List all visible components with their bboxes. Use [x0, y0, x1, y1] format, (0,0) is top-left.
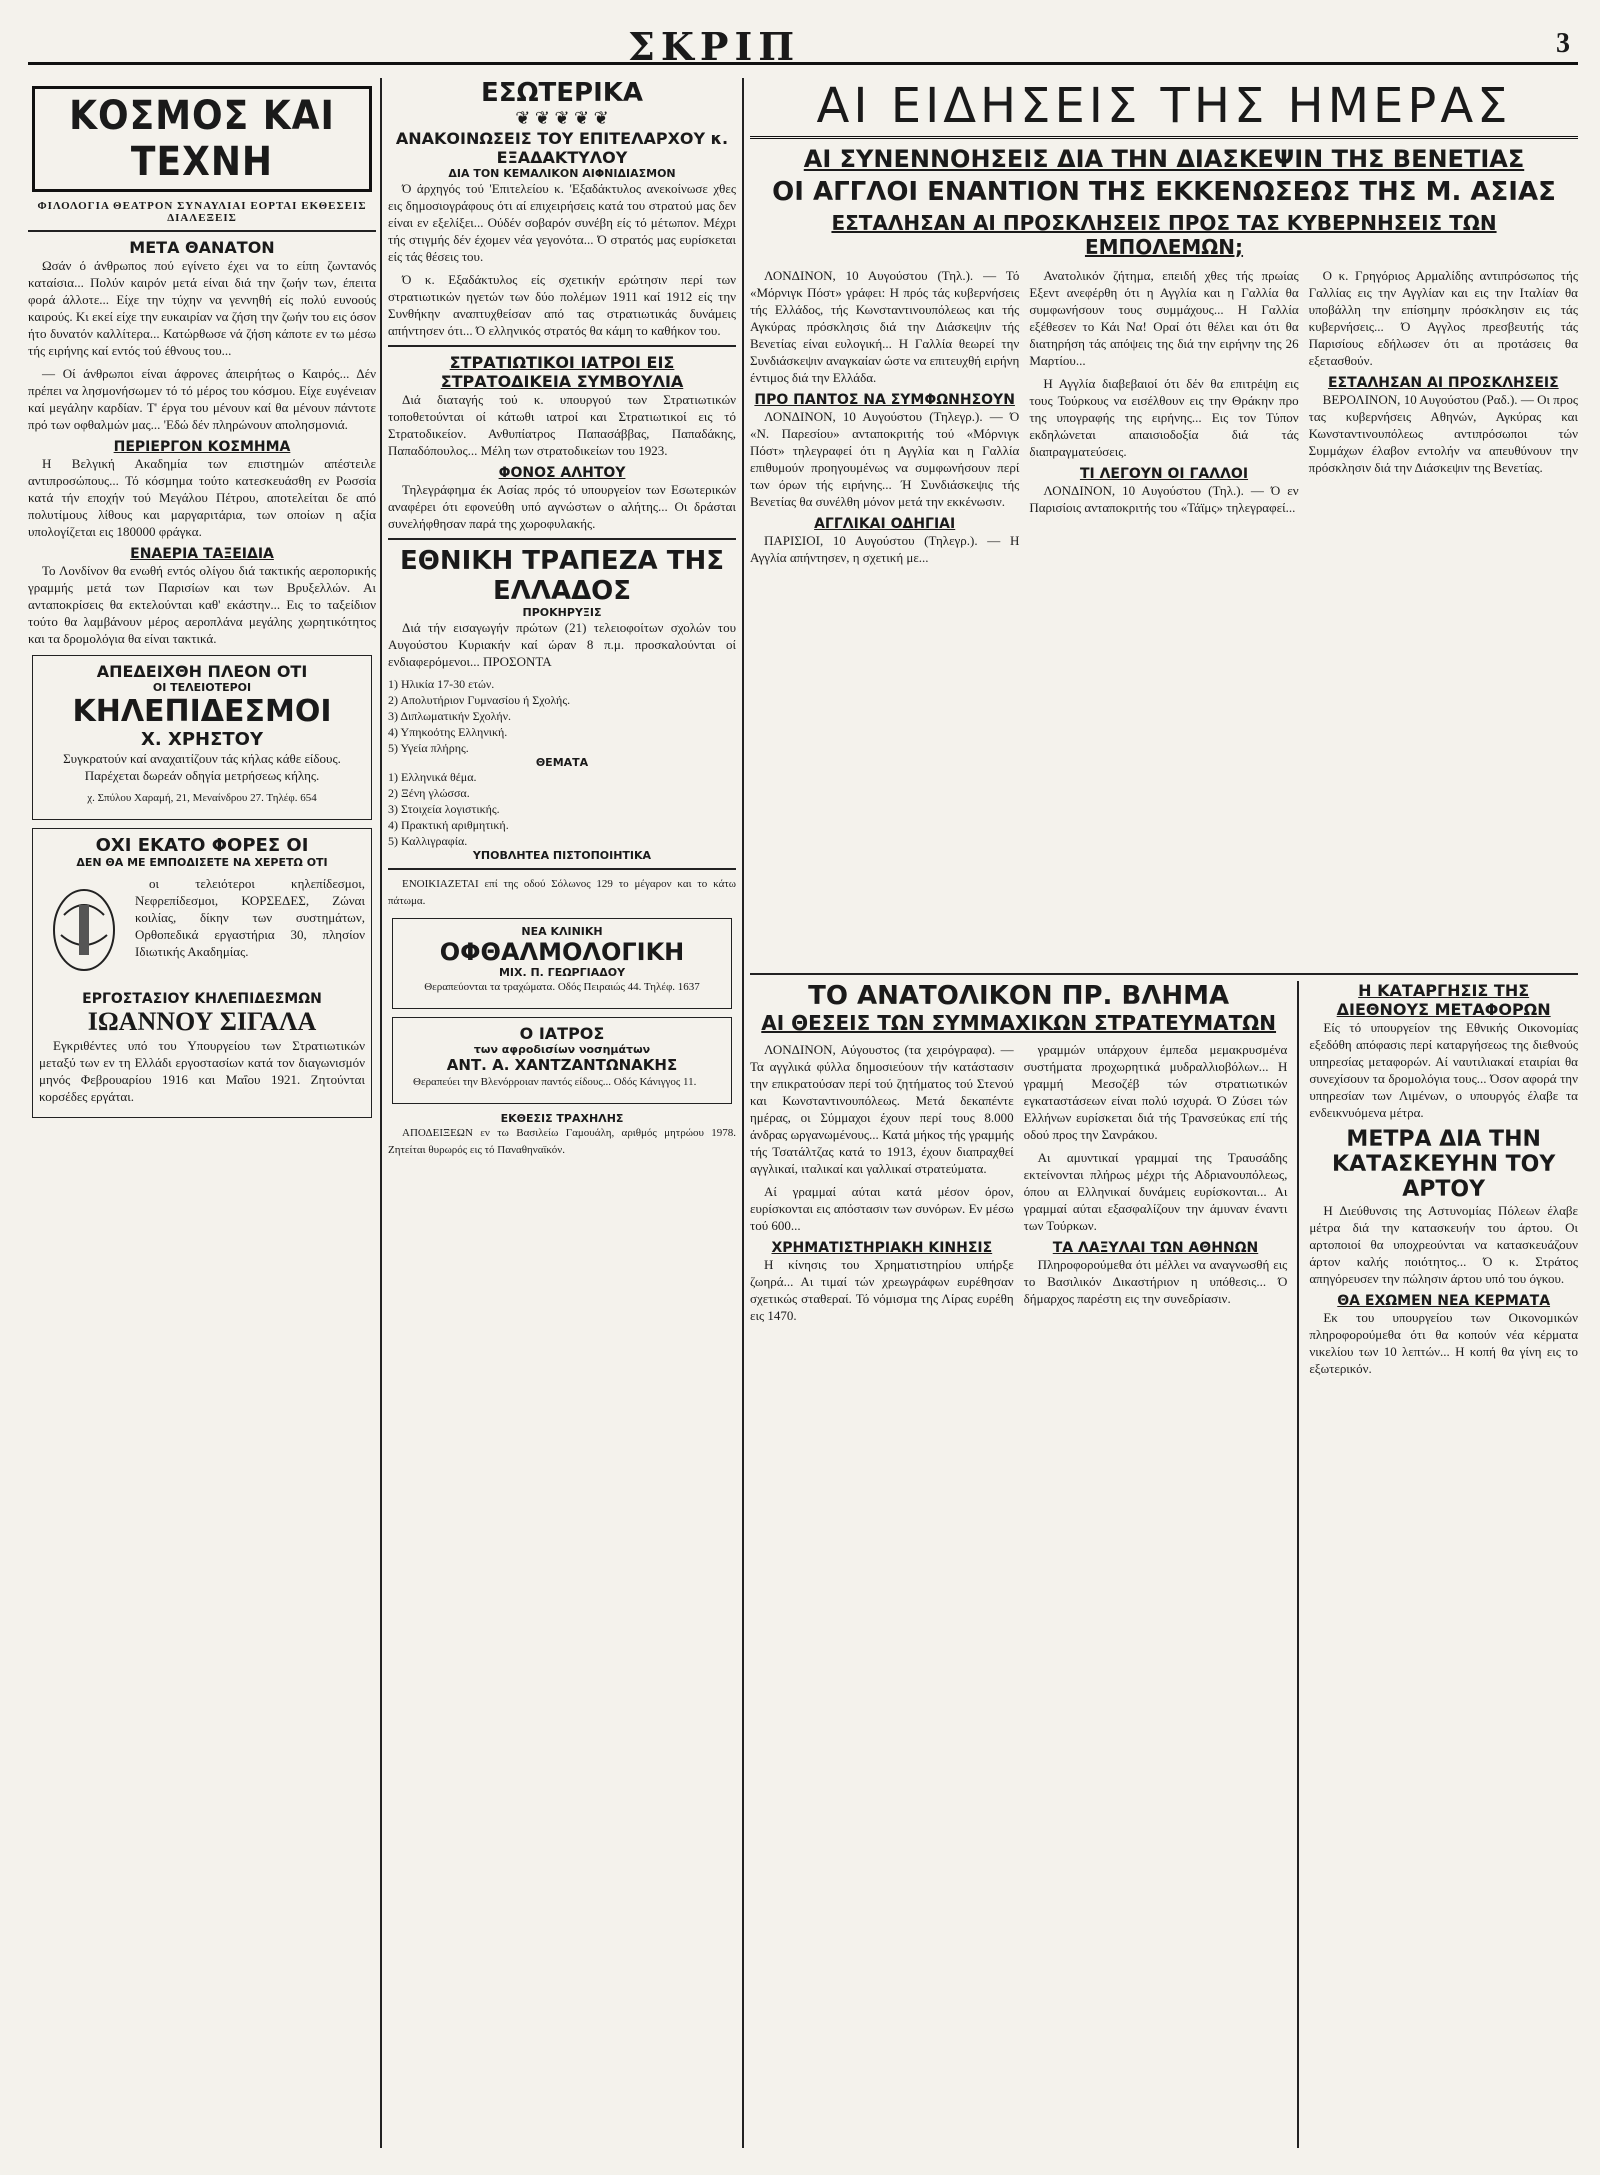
- article-body: ΒΕΡΟΛΙΝΟΝ, 10 Αυγούστου (Ραδ.). — Οι προς τας κυβερνήσεις Αθηνών, Αγκύρας και Κωνσταντινουπόλεως αντιπρόσωποι τών Συμμάχων έλαβον εντολήν να απευθύνουν την πρόσκλησιν διά την Διάσκεψιν της Βενετίας.: [1308, 392, 1578, 475]
- news-banner: ΑΙ ΕΙΔΗΣΕΙΣ ΤΗΣ ΗΜΕΡΑΣ: [750, 78, 1578, 139]
- article-body: Ωσάν ό άνθρωπος πού εγίνετο έχει να το είπη ζωντανός καταίσια... Πολύν καιρόν μετά είναι διά την ζωήν των, έπειτα φορά άλλοτε... Είχε την τύχην να γεννηθή είς πολύ ευνοούς καιρούς. Κι εκεί είχε την ευκαιρίαν να ζήση την ζωήν του εις όσον ήτο δυνατόν καλλίτερα... Κατώρθωσε νά ζήση κάποτε εν τω μέσω τής ειρήνης καί εντός τού έθνους του...: [28, 258, 376, 358]
- article-subtitle: ΔΙΑ ΤΟΝ ΚΕΜΑΛΙΚΟΝ ΑΙΦΝΙΔΙΑΣΜΟΝ: [448, 167, 676, 180]
- bank-certificates-title: ΥΠΟΒΛΗΤΕΑ ΠΙΣΤΟΠΟΙΗΤΙΚΑ: [472, 849, 652, 862]
- article-title: ΕΣΤΑΛΗΣΑΝ ΑΙ ΠΡΟΣΚΛΗΣΕΙΣ: [1327, 375, 1559, 391]
- article-body: Το Λονδίνον θα ενωθή εντός ολίγου διά τακτικής αεροπορικής γραμμής μετά των Παρισίων και των Βρυξελλών. Αι ανταποκρίσεις θα εκτελούνται καθ' εκάστην... Εις το ταξείδιον τούτο θα λαμβάνουν μέρος αεροπλάνα μεγάλης χωρητικότητος και τα δρομολόγια θα είναι τακτικά.: [28, 563, 376, 646]
- masthead-title: ΣΚΡΙΠ: [628, 28, 801, 69]
- list-item: 4) Πρακτική αριθμητική.: [388, 818, 509, 832]
- eye-clinic-advert: [392, 918, 732, 1009]
- article-body: Η Βελγική Ακαδημία των επιστημών απέστειλε αντιπροσώπους... Τό κόσμημα τούτο κατεσκευάσθη εν Ρωσσία κατά τήν εποχήν τού Μεγάλου Πέτρου, αποτελείται δε από πολυτίμους λίθους και μαργαριτάρια, των οποίων η αξία υπολογίζεται εις 180000 φράγκα.: [28, 456, 376, 539]
- corset-advert: [32, 828, 372, 1118]
- list-item: 1) Ελληνικά θέμα.: [388, 770, 477, 784]
- rent-notice: ΕΝΟΙΚΙΑΖΕΤΑΙ επί της οδού Σόλωνος 129 το μέγαρον και το κάτω πάτωμα.: [388, 878, 736, 907]
- article-body: Η κίνησις του Χρηματιστηρίου υπήρξε ζωηρά... Αι τιμαί τών χρεωγράφων ευρέθησαν σχετικώς σταθεραί. Τό νόμισμα της Λίρας ευρέθη εις 1470.: [750, 1257, 1014, 1323]
- masthead: [28, 28, 1578, 69]
- ornament-divider: ❦ ❦ ❦ ❦ ❦: [515, 108, 609, 128]
- article-body: Ανατολικόν ζήτημα, επειδή χθες τής πρωίας Εξεντ ανεφέρθη ότι η Αγγλία και η Γαλλία θα συμφωνήσουν τους συμμάχους... Η Γαλλία εξέθεσεν το Κάι Να! Οραί ότι θέλει και ότι θα διατηρήση τάς απόψεις της διά την ειρήνην της 26 Μαρτίου...: [1029, 268, 1299, 368]
- article-title: ΘΑ ΕΧΩΜΕΝ ΝΕΑ ΚΕΡΜΑΤΑ: [1337, 1293, 1551, 1309]
- article-body: Διά διαταγής τού κ. υπουργού των Στρατιωτικών τοποθετούνται οί κάτωθι ιατροί και Στρατιωτικοί εις τό Στρατοδικείον. Ανθυπίατρος Παπασάββας, Παπαδάκης, Παπαδόπουλος... Μέλη των στρατοδικείων του 1923.: [388, 392, 736, 458]
- advert-maker: Χ. ΧΡΗΣΤΟΥ: [140, 729, 264, 750]
- advert-title: ΚΗΛΕΠΙΔΕΣΜΟΙ: [72, 694, 332, 729]
- headline-invitations: ΕΣΤΑΛΗΣΑΝ ΑΙ ΠΡΟΣΚΛΗΣΕΙΣ ΠΡΟΣ ΤΑΣ ΚΥΒΕΡΝΗΣΕΙΣ ΤΩΝ ΕΜΠΟΛΕΜΩΝ;: [831, 211, 1497, 259]
- page-number: 3: [1556, 28, 1570, 59]
- article-title: ΣΤΡΑΤΙΩΤΙΚΟΙ ΙΑΤΡΟΙ ΕΙΣ ΣΤΡΑΤΟΔΙΚΕΙΑ ΣΥΜΒΟΥΛΙΑ: [440, 353, 684, 391]
- news-column-a: [750, 267, 1019, 967]
- bank-subtitle: ΠΡΟΚΗΡΥΞΙΣ: [522, 606, 602, 619]
- list-item: 5) Υγεία πλήρης.: [388, 741, 469, 755]
- notice-text: ΑΠΟΔΕΙΞΕΩΝ εν τω Βασιλείω Γαμουάλη, αριθμός μητρώου 1978. Ζητείται θυρωρός εις τό Παναθηναϊκόν.: [388, 1127, 736, 1156]
- list-item: 1) Ηλικία 17-30 ετών.: [388, 677, 495, 691]
- advert-heading: ΑΠΕΔΕΙΧΘΗ ΠΛΕΟΝ ΟΤΙ: [96, 662, 308, 681]
- advert-text: Θεραπεύονται τα τραχώματα. Οδός Πειραιώς 44. Τηλέφ. 1637: [424, 981, 700, 993]
- advert-heading: ΝΕΑ ΚΛΙΝΙΚΗ: [521, 925, 603, 938]
- bank-qualification-list: [388, 676, 736, 756]
- advert-text: Θεραπεύει την Βλενόρροιαν παντός είδους... Οδός Κάνιγγος 11.: [413, 1076, 697, 1088]
- advert-address: χ. Σπύλου Χαραμή, 21, Μεναίνδρου 27. Τηλέφ. 654: [87, 792, 317, 804]
- column-domestic: [388, 78, 736, 2148]
- article-title: ΜΕΤΑ ΘΑΝΑΤΟΝ: [129, 238, 275, 257]
- news-column-c: [1309, 267, 1578, 967]
- headline-venice: ΑΙ ΣΥΝΕΝΝΟΗΣΕΙΣ ΔΙΑ ΤΗΝ ΔΙΑΣΚΕΨΙΝ ΤΗΣ ΒΕΝΕΤΙΑΣ: [803, 145, 1525, 173]
- bank-title: ΕΘΝΙΚΗ ΤΡΑΠΕΖΑ ΤΗΣ ΕΛΛΑΔΟΣ: [400, 546, 724, 606]
- advert-heading: ΟΧΙ ΕΚΑΤΟ ΦΟΡΕΣ ΟΙ: [95, 835, 309, 856]
- article-title: ΜΕΤΡΑ ΔΙΑ ΤΗΝ ΚΑΤΑΣΚΕΥΗΝ ΤΟΥ ΑΡΤΟΥ: [1332, 1127, 1556, 1202]
- article-body: γραμμών υπάρχουν έμπεδα μεμακρυσμένα συστήματα προχωρητικά μυδραλλιοβόλων... Η γραμμή Μεσοζέβ τών στρατιωτικών εγκαταστάσεων είναι πολύ ισχυρά. Ό Ζύσει τών Ελλήνων ευρίσκεται διά τής Τρανσεύκας επί τής οδού προς την Σανράκου.: [1023, 1042, 1288, 1142]
- column-news: [750, 78, 1578, 2148]
- advert-text: Συγκρατούν καί αναχαιτίζουν τάς κήλας κάθε είδους. Παρέχεται δωρεάν οδηγία μετρήσεως κήλης.: [63, 751, 341, 783]
- article-body: Είς τό υπουργείον της Εθνικής Οικονομίας εξεδόθη απόφασις περί καταργήσεως της διεθνούς υπηρεσίας μεταφορών. Αί ναυτιλιακαί εταιρίαι θα συνεχίσουν τα δρομολόγια τους... Όσον αφορά την υπηρεσίαν των Λιμένων, ο υπουργός έλαβε τα ενδεικνυόμενα μέτρα.: [1309, 1020, 1578, 1120]
- list-item: 2) Ξένη γλώσσα.: [388, 786, 470, 800]
- news-column-b: [1029, 267, 1298, 967]
- article-title: ΧΡΗΜΑΤΙΣΤΗΡΙΑΚΗ ΚΙΝΗΣΙΣ: [771, 1240, 993, 1256]
- side-news-column: [1309, 981, 1578, 2148]
- advert-subheading: ΟΙ ΤΕΛΕΙΟΤΕΡΟΙ: [152, 681, 252, 694]
- article-title: ΤΑ ΛΑΞΥΛΑΙ ΤΩΝ ΑΘΗΝΩΝ: [1052, 1240, 1259, 1256]
- notice-title: ΕΚΘΕΣΙΣ ΤΡΑΧΗΛΗΣ: [500, 1112, 624, 1125]
- advert-title: ΟΦΘΑΛΜΟΛΟΓΙΚΗ: [439, 938, 685, 966]
- article-title: ΦΟΝΟΣ ΑΛΗΤΟΥ: [498, 465, 626, 481]
- article-body: ΛΟΝΔΙΝΟΝ, 10 Αυγούστου (Τηλ.). — Τό «Μόρνιγκ Πόστ» γράφει: Η πρός τάς κυβερνήσεις τής Ελλάδος, τής Κωνσταντινουπόλεως και τής Αγκύρας πρόσκλησις διά την Διάσκεψιν τής Βενετίας είναι ευλογική... Η Γαλλία θεωρεί την Συνδιάσκεψιν αναγκαίαν ώστε να επιτευχθή ειρήνη έντιμος διά την Ελλάδα.: [750, 268, 1020, 385]
- section-title-cosmos: ΚΟΣΜΟΣ ΚΑΙ ΤΕΧΝΗ: [32, 86, 372, 192]
- article-title: Η ΚΑΤΑΡΓΗΣΙΣ ΤΗΣ ΔΙΕΘΝΟΥΣ ΜΕΤΑΦΟΡΩΝ: [1336, 981, 1551, 1019]
- list-item: 5) Καλλιγραφία.: [388, 834, 468, 848]
- advert-doctor: ΜΙΧ. Π. ΓΕΩΡΓΙΑΔΟΥ: [498, 966, 626, 979]
- hernia-belt-advert: [32, 655, 372, 820]
- article-title: ΑΝΑΚΟΙΝΩΣΕΙΣ ΤΟΥ ΕΠΙΤΕΛΑΡΧΟΥ κ. ΕΞΑΔΑΚΤΥΛΟΥ: [395, 129, 729, 167]
- article-body: Ό κ. Εξαδάκτυλος είς σχετικήν ερώτησιν περί των στρατιωτικών ηγετών των δύο πολέμων 1911 καί 1912 είς την Συνθήκην αναπτυχθείσαν από τας στρατιωτικάς δυνάμεις απήντησεν ότι... Ό ελληνικός στρατός θα κάμη το καθήκον του.: [388, 272, 736, 338]
- article-title: ΠΕΡΙΕΡΓΟΝ ΚΟΣΜΗΜΑ: [113, 439, 291, 455]
- article-body: Εκ του υπουργείου των Οικονομικών πληροφορούμεθα ότι θα κοπούν νέα κέρματα νικελίου των 10 λεπτών... Η κοπή θα γίνη εις το εξωτερικόν.: [1309, 1310, 1578, 1376]
- article-body: Αί γραμμαί αύται κατά μέσον όρον, ευρίσκονται εις απόστασιν των συνόρων. Εν μέσω τού 600...: [750, 1184, 1014, 1233]
- article-body: Η Διεύθυνσις της Αστυνομίας Πόλεων έλαβε μέτρα διά την κατασκευήν του άρτου. Οι αρτοποιοί θα υποχρεούνται να κατασκευάζουν άρτον καλής ποιότητος... Ό κ. Στράτος απηγόρευσεν την πώλησιν άρτου υπό του όγκου.: [1309, 1203, 1578, 1286]
- article-body: ΠΑΡΙΣΙΟΙ, 10 Αυγούστου (Τηλεγρ.). — Η Αγγλία απήντησεν, η σχετική με...: [750, 533, 1020, 565]
- bank-topics-list: [388, 769, 736, 849]
- article-body: ΛΟΝΔΙΝΟΝ, Αύγουστος (τα χειρόγραφα). — Τα αγγλικά φύλλα δημοσιεύουν τήν κατάστασιν την επικρατούσαν περί τού ζητήματος τού Στενού και Κωνσταντινουπόλεως. Μετά δεκαπέντε ημέρας, οι Σύμμαχοι έχουν περί τους 8.000 άνδρας ωργανωμένους... Κατά μήκος τής γραμμής τής Τσατάλτζας κατά το 1913, έχουν διαπραχθεί αγγλικαί, ιταλικαί και γαλλικαί στρατεύματα.: [750, 1042, 1014, 1176]
- headline-positions: ΑΙ ΘΕΣΕΙΣ ΤΩΝ ΣΥΜΜΑΧΙΚΩΝ ΣΤΡΑΤΕΥΜΑΤΩΝ: [761, 1011, 1277, 1035]
- section-title-esoterika: ΕΣΩΤΕΡΙΚΑ: [480, 78, 644, 108]
- headline-eastern: ΤΟ ΑΝΑΤΟΛΙΚΟΝ ΠΡ. ΒΛΗΜΑ: [808, 981, 1230, 1011]
- advert-footer: Εγκριθέντες υπό του Υπουργείου των Στρατιωτικών μεταξύ των εν τη Ελλάδι εργοστασίων κατά τον διαγωνισμόν μηνός Φεβρουαρίου 1916 και Μαΐου 1921. Ζητούνται κορσέδες εργάται.: [39, 1038, 365, 1104]
- column-culture: [28, 78, 376, 2148]
- list-item: 3) Διπλωματικήν Σχολήν.: [388, 709, 512, 723]
- section-subtitle: ΦΙΛΟΛΟΓΙΑ ΘΕΑΤΡΟΝ ΣΥΝΑΥΛΙΑΙ ΕΟΡΤΑΙ ΕΚΘΕΣΕΙΣ ΔΙΑΛΕΞΕΙΣ: [37, 200, 367, 224]
- advert-text: οι τελειότεροι κηλεπίδεσμοι, Νεφρεπίδεσμοι, ΚΟΡΣΕΔΕΣ, Ζώναι κοιλίας, δίκην των συστημάτων, Ορθοπεδικά εργαστήρια 30, πλησίον Ιδιωτικής Ακαδημίας.: [135, 876, 365, 959]
- newspaper-page: [28, 28, 1578, 2148]
- article-body: ΛΟΝΔΙΝΟΝ, 10 Αυγούστου (Τηλεγρ.). — Ό «Ν. Παρεσίου» ανταποκριτής τού «Μόρνιγκ Πόστ» τηλεγραφεί ότι η Αγγλία και η Γαλλία επιθυμούν προηγουμένως να συμφωνήσουν περί των όρων τής ειρήνης... Ή Συνδιάσκεψις τής Βενετίας θα συνέλθη μόνον μετά την εκκένωσιν.: [750, 409, 1020, 509]
- article-body: Η Αγγλία διαβεβαιοί ότι δέν θα επιτρέψη εις τους Τούρκους να εισέλθουν εις την Θράκην προ της υπογραφής της ειρήνης... Εις τον Τύπον εκδηλώνεται απαισιοδοξία διά τάς διαπραγματεύσεις.: [1029, 376, 1299, 459]
- corset-illustration: [39, 875, 129, 985]
- advert-doctor: ΑΝΤ. Α. ΧΑΝΤΖΑΝΤΩΝΑΚΗΣ: [446, 1056, 678, 1074]
- bank-topics-title: ΘΕΜΑΤΑ: [535, 756, 589, 769]
- list-item: 3) Στοιχεία λογιστικής.: [388, 802, 500, 816]
- advert-name: ΙΩΑΝΝΟΥ ΣΙΓΑΛΑ: [87, 1007, 317, 1036]
- eastern-question-section: [750, 981, 1287, 2148]
- article-body: — Οί άνθρωποι είναι άφρονες άπειρήτως ο Καιρός... Δέν πρέπει να λησμονήσωμεν τό τό μέρος του κόσμου. Είχε ευγένειαν καί μεγάλην καρδίαν. Τ' έργα του μένουν καί θα μένουν πάντοτε πρό των οφθαλμών μας... 'Εδώ δέν πληρώνουν απολησμονιά.: [28, 366, 376, 432]
- list-item: 2) Απολυτήριον Γυμνασίου ή Σχολής.: [388, 693, 571, 707]
- article-body: ΛΟΝΔΙΝΟΝ, 10 Αυγούστου (Τηλ.). — Ό εν Παρισίοις ανταποκριτής του «Τάϊμς» τηλεγραφεί...: [1029, 483, 1299, 515]
- article-body: Πληροφορούμεθα ότι μέλλει να αναγνωσθή εις το Βασιλικόν Δικαστήριον η υπόθεσις... Ό δήμαρχος παρέστη εις την συνεδρίασιν.: [1023, 1257, 1288, 1306]
- advert-subheading: των αφροδισίων νοσημάτων: [473, 1043, 651, 1056]
- article-body: Αι αμυντικαί γραμμαί της Τραυσάδης εκτείνονται πλήρως μέχρι τής Αδριανουπόλεως, όπου αι Ελληνικαί δυνάμεις ευρίσκονται... Αι γραμμαί αύται εξασφαλίζουν την άμυναν έναντι των Τούρκων.: [1023, 1150, 1288, 1233]
- article-body: Τηλεγράφημα έκ Ασίας πρός τό υπουργείον των Εσωτερικών αναφέρει ότι εφονεύθη υπό αγνώστων ο αλήτης... Οι δράσται συνελήφθησαν παρά της χωροφυλακής.: [388, 482, 736, 531]
- advert-heading: Ο ΙΑΤΡΟΣ: [519, 1024, 605, 1043]
- advert-subheading: ΔΕΝ ΘΑ ΜΕ ΕΜΠΟΔΙΣΕΤΕ ΝΑ ΧΕΡΕΤΩ ΟΤΙ: [76, 856, 328, 869]
- article-title: ΠΡΟ ΠΑΝΤΟΣ ΝΑ ΣΥΜΦΩΝΗΣΟΥΝ: [754, 392, 1015, 408]
- advert-factory: ΕΡΓΟΣΤΑΣΙΟΥ ΚΗΛΕΠΙΔΕΣΜΩΝ: [82, 991, 322, 1007]
- headline-british: ΟΙ ΑΓΓΛΟΙ ΕΝΑΝΤΙΟΝ ΤΗΣ ΕΚΚΕΝΩΣΕΩΣ ΤΗΣ Μ. ΑΣΙΑΣ: [772, 177, 1556, 207]
- article-title: ΑΓΓΛΙΚΑΙ ΟΔΗΓΙΑΙ: [814, 516, 956, 532]
- article-title: ΕΝΑΕΡΙΑ ΤΑΞΕΙΔΙΑ: [130, 546, 274, 562]
- bank-body: Διά τήν εισαγωγήν πρώτων (21) τελειοφοίτων σχολών του Αυγούστου Κυριακήν καί ώραν 8 π.μ. προσκαλούνται οί ενδιαφερόμενοι... ΠΡΟΣΟΝΤΑ: [388, 620, 736, 669]
- article-body: Ό άρχηγός τού 'Επιτελείου κ. 'Εξαδάκτυλος ανεκοίνωσε χθες εις δημοσιογράφους ότι αί επιχειρήσεις κατά του στρατού μας δεν είναι εν εξελίξει... Ούδέν σοβαρόν συνέβη είς τό μέτωπον. Μέχρι τής στιγμής δέν έχομεν νέα γεγονότα... Ό στρατός μας ευρίσκεται είς τάς θέσεις του.: [388, 181, 736, 264]
- article-title: ΤΙ ΛΕΓΟΥΝ ΟΙ ΓΑΛΛΟΙ: [1079, 466, 1249, 482]
- list-item: 4) Υπηκοότης Ελληνική.: [388, 725, 508, 739]
- doctor-advert: [392, 1017, 732, 1104]
- article-body: Ο κ. Γρηγόριος Αρμαλίδης αντιπρόσωπος τής Γαλλίας εις την Αγγλίαν και εις την Ιταλίαν θα υποβάλλη την επίσημην πρόσκλησιν εις τάς κυβερνήσεις... Ό Αγγλος πρεσβευτής τάς Παρισίους εδήλωσεν ότι αι προτάσεις θα εξετασθούν.: [1308, 268, 1578, 368]
